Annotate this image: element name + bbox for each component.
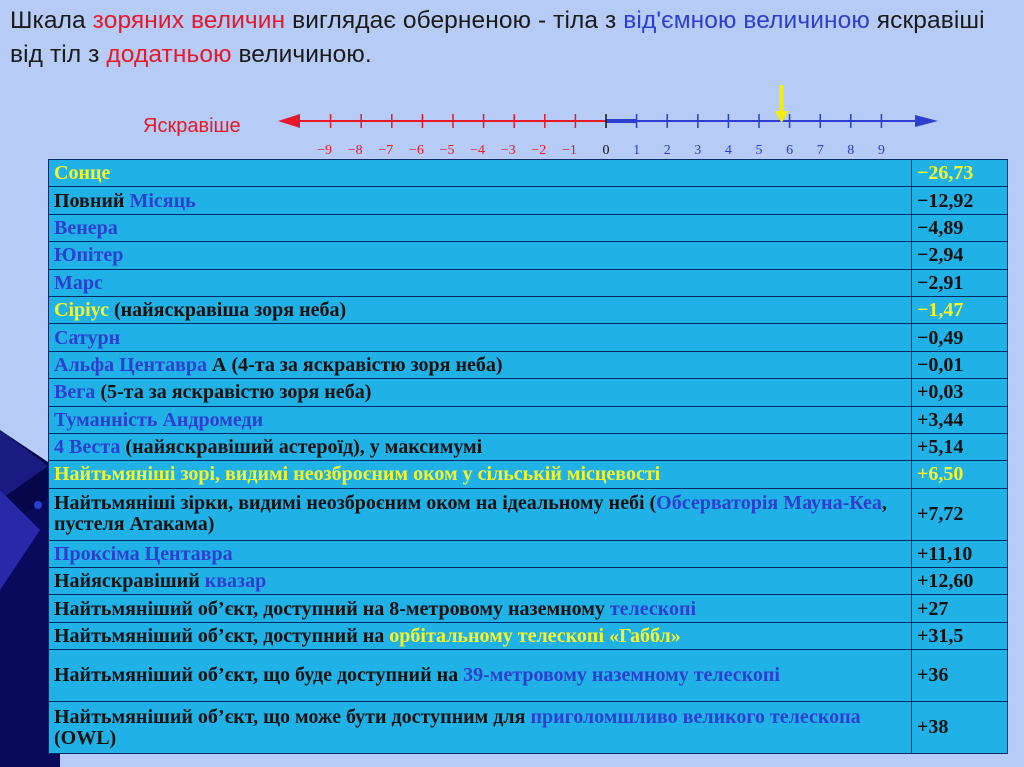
object-name-cell (49, 214, 912, 241)
magnitude-value-cell: +5,14 (912, 433, 1008, 460)
object-name-part: Юпітер (54, 244, 124, 267)
object-name-part: (5-та за яскравістю зоря неба) (95, 381, 372, 404)
object-name-part: Обсерваторія Мауна-Кеа (656, 492, 882, 515)
tick-label: 1 (633, 143, 641, 158)
table-row (49, 595, 1008, 622)
object-name-part: (найяскравіший астероїд), у максимумі (120, 436, 483, 459)
heading-text-3: яскравіші від тіл з (10, 7, 985, 68)
object-name-cell (49, 160, 912, 187)
tick-label: −6 (408, 143, 424, 158)
magnitude-value-cell: +0,03 (912, 379, 1008, 406)
magnitude-value-cell: −2,94 (912, 242, 1008, 269)
magnitude-value-cell: −26,73 (912, 160, 1008, 187)
magnitude-value-cell: −1,47 (912, 296, 1008, 323)
magnitude-value-cell: +11,10 (912, 540, 1008, 567)
table-row (49, 269, 1008, 296)
object-name-cell (49, 702, 912, 754)
object-name-part: Проксіма Центавра (54, 542, 233, 565)
brighter-label: Яскравіше (143, 115, 241, 137)
object-name-part: Місяць (129, 189, 196, 212)
object-name-part: А (4-та за яскравістю зоря неба) (207, 353, 503, 376)
table-row (49, 406, 1008, 433)
object-name-cell (49, 296, 912, 323)
object-name-cell (49, 433, 912, 460)
tick-label: −5 (439, 143, 455, 158)
table-row (49, 540, 1008, 567)
tick-label: −2 (531, 143, 547, 158)
table-row (49, 650, 1008, 702)
table-row (49, 160, 1008, 187)
object-name-part: (OWL) (54, 726, 117, 749)
object-name-part: 39-метровому наземному телескопі (463, 664, 780, 687)
table-row (49, 702, 1008, 754)
magnitude-value-cell: +6,50 (912, 461, 1008, 488)
table-row (49, 214, 1008, 241)
object-name-part: Повний (54, 189, 130, 212)
heading-text-2: виглядає оберненою - тіла з (285, 7, 624, 34)
heading-highlight-positive: додатньою (106, 41, 232, 68)
object-name-cell (49, 650, 912, 702)
object-name-cell (49, 595, 912, 622)
table-row (49, 242, 1008, 269)
heading-highlight-magnitudes: зоряних величин (92, 7, 286, 34)
heading-text-4: величиною. (231, 41, 372, 68)
magnitude-scale (0, 80, 1024, 160)
heading-text-1: Шкала (10, 7, 93, 34)
object-name-cell (49, 461, 912, 488)
tick-label: 9 (877, 143, 885, 158)
tick-label: 3 (694, 143, 702, 158)
table-row (49, 622, 1008, 649)
object-name-part: 4 Веста (54, 436, 121, 459)
magnitude-value-cell: +31,5 (912, 622, 1008, 649)
tick-label: 8 (847, 143, 855, 158)
object-name-part: Сонце (54, 162, 111, 185)
object-name-part: Туманність Андромеди (54, 408, 264, 431)
page-heading (10, 4, 1015, 72)
magnitude-value-cell: +12,60 (912, 568, 1008, 595)
left-arrow-icon (278, 114, 300, 128)
object-name-part: Найтьмяніший об’єкт, доступний на 8-метровому наземному (54, 597, 610, 620)
object-name-part: (найяскравіша зоря неба) (108, 299, 347, 322)
magnitude-value-cell: +3,44 (912, 406, 1008, 433)
object-name-cell (49, 540, 912, 567)
magnitude-value-cell: +7,72 (912, 488, 1008, 540)
object-name-part: телескопі (609, 597, 697, 620)
object-name-part: Вега (54, 381, 96, 404)
tick-label: −8 (347, 143, 363, 158)
table-row (49, 379, 1008, 406)
object-name-part: Найтьмяніші зірки, видимі неозброєним оком на ідеальному небі ( (54, 492, 657, 515)
tick-label: −3 (500, 143, 516, 158)
magnitude-value-cell: −0,01 (912, 351, 1008, 378)
magnitude-value-cell: −4,89 (912, 214, 1008, 241)
object-name-cell (49, 379, 912, 406)
magnitude-value-cell: −2,91 (912, 269, 1008, 296)
object-name-part: приголомшливо великого телескопа (530, 705, 861, 728)
object-name-part: Найтьмяніший об’єкт, доступний на (54, 625, 390, 648)
magnitude-value-cell: +27 (912, 595, 1008, 622)
object-name-part: Найтьмяніші зорі, видимі неозброєним оком у сільській місцевості (54, 463, 661, 486)
object-name-part: Венера (54, 216, 118, 239)
table-row (49, 324, 1008, 351)
table-row (49, 461, 1008, 488)
object-name-cell (49, 242, 912, 269)
tick-label: 5 (755, 143, 763, 158)
object-name-part: Сатурн (54, 326, 121, 349)
object-name-part: Марс (54, 271, 103, 294)
object-name-cell (49, 622, 912, 649)
magnitude-value-cell: +36 (912, 650, 1008, 702)
tick-label: −9 (317, 143, 333, 158)
tick-label: 7 (816, 143, 824, 158)
magnitude-value-cell: −12,92 (912, 187, 1008, 214)
table-row (49, 296, 1008, 323)
tick-label: −4 (470, 143, 486, 158)
tick-label: −1 (561, 143, 577, 158)
object-name-part: Найтьмяніший об’єкт, що може бути доступним для (54, 705, 531, 728)
heading-highlight-negative: від'ємною величиною (623, 7, 870, 34)
table-row (49, 187, 1008, 214)
table-row (49, 488, 1008, 540)
table-row (49, 568, 1008, 595)
object-name-part: орбітальному телескопі «Габбл» (389, 625, 681, 648)
object-name-cell (49, 351, 912, 378)
object-name-part: Найтьмяніший об’єкт, що буде доступний на (54, 664, 464, 687)
magnitude-value-cell: +38 (912, 702, 1008, 754)
object-name-cell (49, 269, 912, 296)
right-arrow-icon (915, 115, 938, 127)
object-name-cell (49, 406, 912, 433)
object-name-cell (49, 488, 912, 540)
object-name-cell (49, 568, 912, 595)
bullet-dot-icon (34, 501, 42, 509)
object-name-part: Альфа Центавра (54, 353, 208, 376)
tick-label: 2 (663, 143, 671, 158)
object-name-cell (49, 187, 912, 214)
tick-label: −7 (378, 143, 394, 158)
magnitude-value-cell: −0,49 (912, 324, 1008, 351)
object-name-part: квазар (204, 570, 267, 593)
tick-label: 0 (602, 143, 610, 158)
table-row (49, 351, 1008, 378)
object-name-part: Сіріус (54, 299, 109, 322)
tick-label: 6 (786, 143, 794, 158)
tick-label: 4 (724, 143, 732, 158)
table-row (49, 433, 1008, 460)
object-name-part: Найяскравіший (54, 570, 205, 593)
object-name-cell (49, 324, 912, 351)
object-name-part: , пустеля Атакама) (54, 492, 887, 536)
magnitude-table (48, 159, 1008, 754)
